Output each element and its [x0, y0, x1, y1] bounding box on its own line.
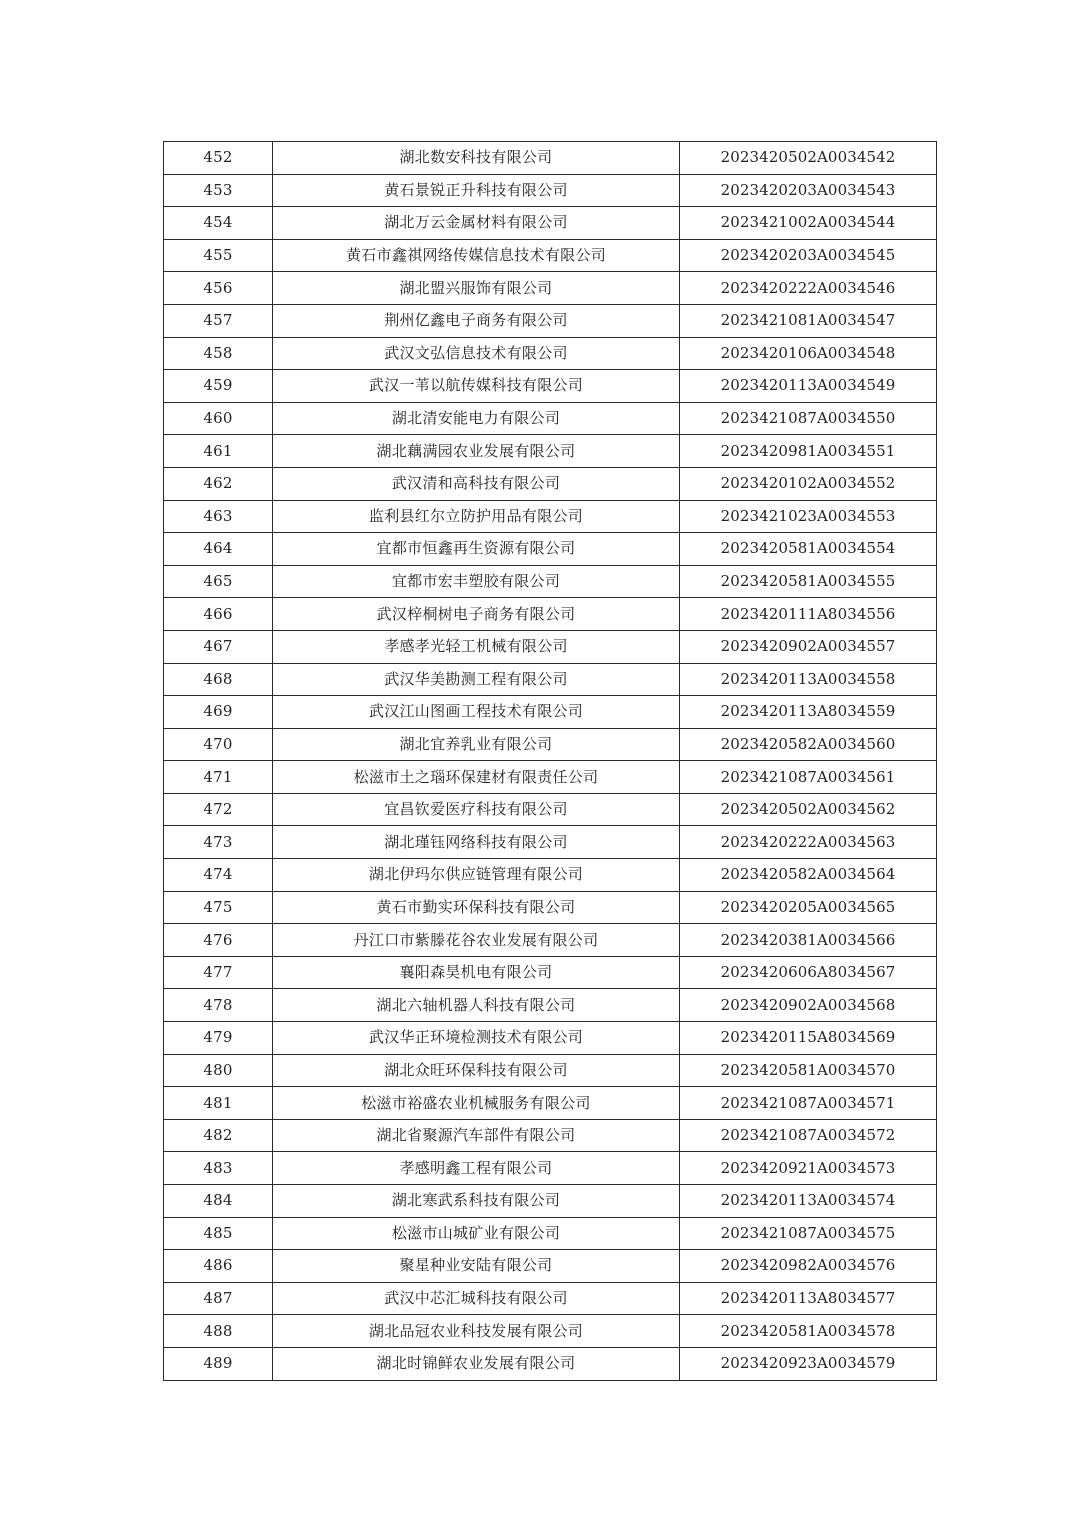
registration-code-cell: 2023420203A0034545	[680, 239, 937, 272]
company-name-cell: 松滋市土之瑙环保建材有限责任公司	[273, 761, 680, 794]
row-number-cell: 468	[164, 663, 273, 696]
table-row	[164, 728, 937, 761]
table-row	[164, 142, 937, 175]
company-name-cell: 聚星种业安陆有限公司	[273, 1250, 680, 1283]
registration-code-cell: 2023421087A0034571	[680, 1087, 937, 1120]
registration-code-cell: 2023420222A0034546	[680, 272, 937, 305]
company-name-cell: 黄石景锐正升科技有限公司	[273, 174, 680, 207]
table-row	[164, 956, 937, 989]
table-row	[164, 663, 937, 696]
company-name-cell: 湖北数安科技有限公司	[273, 142, 680, 175]
table-row	[164, 1185, 937, 1218]
registration-code-cell: 2023420113A0034558	[680, 663, 937, 696]
table-row	[164, 1347, 937, 1380]
company-name-cell: 湖北众旺环保科技有限公司	[273, 1054, 680, 1087]
table-row	[164, 402, 937, 435]
row-number-cell: 461	[164, 435, 273, 468]
row-number-cell: 471	[164, 761, 273, 794]
company-name-cell: 松滋市山城矿业有限公司	[273, 1217, 680, 1250]
registration-code-cell: 2023420981A0034551	[680, 435, 937, 468]
row-number-cell: 466	[164, 598, 273, 631]
row-number-cell: 480	[164, 1054, 273, 1087]
registration-code-cell: 2023420581A0034554	[680, 533, 937, 566]
registration-code-cell: 2023421087A0034550	[680, 402, 937, 435]
row-number-cell: 474	[164, 859, 273, 892]
company-name-cell: 孝感孝光轻工机械有限公司	[273, 630, 680, 663]
company-name-cell: 荆州亿鑫电子商务有限公司	[273, 304, 680, 337]
registration-code-cell: 2023420923A0034579	[680, 1347, 937, 1380]
table-row	[164, 174, 937, 207]
row-number-cell: 465	[164, 565, 273, 598]
registration-code-cell: 2023420113A8034559	[680, 696, 937, 729]
company-name-cell: 宜都市恒鑫再生资源有限公司	[273, 533, 680, 566]
row-number-cell: 458	[164, 337, 273, 370]
row-number-cell: 457	[164, 304, 273, 337]
row-number-cell: 475	[164, 891, 273, 924]
registry-table-body	[164, 142, 937, 1381]
table-row	[164, 1022, 937, 1055]
company-name-cell: 湖北盟兴服饰有限公司	[273, 272, 680, 305]
registration-code-cell: 2023420581A0034578	[680, 1315, 937, 1348]
row-number-cell: 463	[164, 500, 273, 533]
registration-code-cell: 2023420106A0034548	[680, 337, 937, 370]
company-name-cell: 丹江口市紫滕花谷农业发展有限公司	[273, 924, 680, 957]
company-name-cell: 湖北万云金属材料有限公司	[273, 207, 680, 240]
company-name-cell: 武汉清和高科技有限公司	[273, 467, 680, 500]
registration-code-cell: 2023421002A0034544	[680, 207, 937, 240]
table-row	[164, 924, 937, 957]
row-number-cell: 482	[164, 1119, 273, 1152]
table-row	[164, 207, 937, 240]
registration-code-cell: 2023420581A0034570	[680, 1054, 937, 1087]
registration-code-cell: 2023420115A8034569	[680, 1022, 937, 1055]
registration-code-cell: 2023420606A8034567	[680, 956, 937, 989]
table-row	[164, 239, 937, 272]
table-row	[164, 467, 937, 500]
company-name-cell: 武汉梓桐树电子商务有限公司	[273, 598, 680, 631]
row-number-cell: 488	[164, 1315, 273, 1348]
table-row	[164, 1119, 937, 1152]
company-name-cell: 湖北瑾钰网络科技有限公司	[273, 826, 680, 859]
table-row	[164, 891, 937, 924]
registration-code-cell: 2023420582A0034560	[680, 728, 937, 761]
company-name-cell: 宜都市宏丰塑胶有限公司	[273, 565, 680, 598]
company-name-cell: 湖北寒武系科技有限公司	[273, 1185, 680, 1218]
row-number-cell: 456	[164, 272, 273, 305]
table-row	[164, 304, 937, 337]
company-name-cell: 宜昌钦爱医疗科技有限公司	[273, 793, 680, 826]
registration-code-cell: 2023420222A0034563	[680, 826, 937, 859]
table-row	[164, 337, 937, 370]
table-row	[164, 793, 937, 826]
row-number-cell: 477	[164, 956, 273, 989]
table-row	[164, 370, 937, 403]
company-name-cell: 监利县红尔立防护用品有限公司	[273, 500, 680, 533]
company-name-cell: 湖北清安能电力有限公司	[273, 402, 680, 435]
company-name-cell: 湖北品冠农业科技发展有限公司	[273, 1315, 680, 1348]
registration-code-cell: 2023420502A0034562	[680, 793, 937, 826]
registration-code-cell: 2023420203A0034543	[680, 174, 937, 207]
row-number-cell: 472	[164, 793, 273, 826]
company-name-cell: 孝感明鑫工程有限公司	[273, 1152, 680, 1185]
registration-code-cell: 2023420902A0034568	[680, 989, 937, 1022]
company-name-cell: 湖北藕满园农业发展有限公司	[273, 435, 680, 468]
row-number-cell: 485	[164, 1217, 273, 1250]
row-number-cell: 452	[164, 142, 273, 175]
row-number-cell: 453	[164, 174, 273, 207]
table-row	[164, 696, 937, 729]
row-number-cell: 469	[164, 696, 273, 729]
table-row	[164, 500, 937, 533]
table-row	[164, 565, 937, 598]
row-number-cell: 455	[164, 239, 273, 272]
company-name-cell: 湖北时锦鲜农业发展有限公司	[273, 1347, 680, 1380]
row-number-cell: 487	[164, 1282, 273, 1315]
company-name-cell: 湖北六轴机器人科技有限公司	[273, 989, 680, 1022]
row-number-cell: 454	[164, 207, 273, 240]
registration-code-cell: 2023420113A8034577	[680, 1282, 937, 1315]
registration-code-cell: 2023420111A8034556	[680, 598, 937, 631]
row-number-cell: 479	[164, 1022, 273, 1055]
table-row	[164, 761, 937, 794]
row-number-cell: 459	[164, 370, 273, 403]
registration-code-cell: 2023421087A0034575	[680, 1217, 937, 1250]
registration-code-cell: 2023420921A0034573	[680, 1152, 937, 1185]
table-row	[164, 989, 937, 1022]
registration-code-cell: 2023420113A0034549	[680, 370, 937, 403]
row-number-cell: 467	[164, 630, 273, 663]
table-row	[164, 1054, 937, 1087]
table-row	[164, 1250, 937, 1283]
company-name-cell: 襄阳森昊机电有限公司	[273, 956, 680, 989]
registration-code-cell: 2023420502A0034542	[680, 142, 937, 175]
row-number-cell: 462	[164, 467, 273, 500]
registration-code-cell: 2023420102A0034552	[680, 467, 937, 500]
company-name-cell: 湖北宜养乳业有限公司	[273, 728, 680, 761]
registration-code-cell: 2023420982A0034576	[680, 1250, 937, 1283]
registration-code-cell: 2023420205A0034565	[680, 891, 937, 924]
table-row	[164, 272, 937, 305]
row-number-cell: 486	[164, 1250, 273, 1283]
company-registry-table	[163, 141, 937, 1381]
company-name-cell: 武汉华美勘测工程有限公司	[273, 663, 680, 696]
registration-code-cell: 2023420113A0034574	[680, 1185, 937, 1218]
company-name-cell: 武汉江山图画工程技术有限公司	[273, 696, 680, 729]
table-row	[164, 826, 937, 859]
company-name-cell: 松滋市裕盛农业机械服务有限公司	[273, 1087, 680, 1120]
table-row	[164, 598, 937, 631]
registration-code-cell: 2023421087A0034572	[680, 1119, 937, 1152]
table-row	[164, 1282, 937, 1315]
row-number-cell: 478	[164, 989, 273, 1022]
table-row	[164, 1152, 937, 1185]
registration-code-cell: 2023420582A0034564	[680, 859, 937, 892]
row-number-cell: 473	[164, 826, 273, 859]
table-row	[164, 859, 937, 892]
company-name-cell: 黄石市鑫祺网络传媒信息技术有限公司	[273, 239, 680, 272]
table-row	[164, 1217, 937, 1250]
table-row	[164, 435, 937, 468]
company-name-cell: 湖北伊玛尔供应链管理有限公司	[273, 859, 680, 892]
registration-code-cell: 2023420581A0034555	[680, 565, 937, 598]
row-number-cell: 460	[164, 402, 273, 435]
company-name-cell: 武汉文弘信息技术有限公司	[273, 337, 680, 370]
company-name-cell: 黄石市勤实环保科技有限公司	[273, 891, 680, 924]
row-number-cell: 464	[164, 533, 273, 566]
table-row	[164, 630, 937, 663]
row-number-cell: 476	[164, 924, 273, 957]
registration-code-cell: 2023421023A0034553	[680, 500, 937, 533]
registration-code-cell: 2023421081A0034547	[680, 304, 937, 337]
row-number-cell: 489	[164, 1347, 273, 1380]
table-row	[164, 533, 937, 566]
registration-code-cell: 2023420381A0034566	[680, 924, 937, 957]
table-row	[164, 1315, 937, 1348]
row-number-cell: 481	[164, 1087, 273, 1120]
table-row	[164, 1087, 937, 1120]
row-number-cell: 470	[164, 728, 273, 761]
company-name-cell: 武汉华正环境检测技术有限公司	[273, 1022, 680, 1055]
company-name-cell: 武汉中芯汇城科技有限公司	[273, 1282, 680, 1315]
row-number-cell: 484	[164, 1185, 273, 1218]
company-name-cell: 武汉一苇以航传媒科技有限公司	[273, 370, 680, 403]
registration-code-cell: 2023420902A0034557	[680, 630, 937, 663]
registration-code-cell: 2023421087A0034561	[680, 761, 937, 794]
company-name-cell: 湖北省聚源汽车部件有限公司	[273, 1119, 680, 1152]
row-number-cell: 483	[164, 1152, 273, 1185]
